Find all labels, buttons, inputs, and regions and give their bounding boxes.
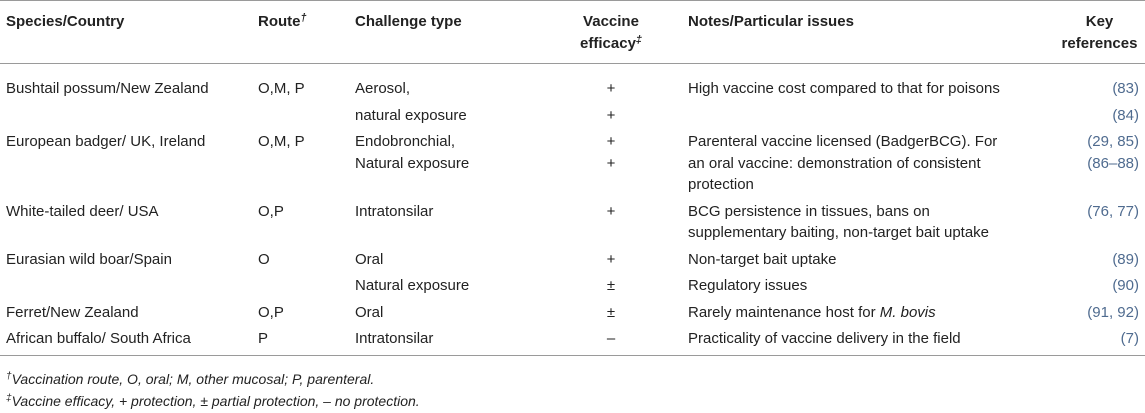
- table-body: [0, 64, 1145, 357]
- challenge-line: Intratonsilar: [355, 202, 434, 220]
- efficacy-cell: [540, 78, 682, 100]
- notes-cell: [682, 78, 1060, 100]
- reference-link[interactable]: (29, 85): [1087, 133, 1139, 150]
- efficacy-cell: [540, 105, 682, 127]
- reference-link[interactable]: (91, 92): [1087, 303, 1139, 321]
- species-cell: Eurasian wild boar/Spain: [6, 250, 172, 268]
- route-cell: [252, 275, 349, 297]
- efficacy-cell: [540, 328, 682, 350]
- route-cell: [252, 105, 349, 127]
- efficacy-cell: [540, 131, 682, 196]
- table-row: [0, 76, 1145, 103]
- table-row: [0, 326, 1145, 353]
- route-cell: O,M, P: [258, 133, 305, 150]
- header-challenge: Challenge type: [355, 13, 462, 30]
- reference-link[interactable]: (84): [1112, 106, 1139, 124]
- notes-cell: [682, 131, 1060, 196]
- notes-line: Regulatory issues: [688, 277, 808, 294]
- reference-link[interactable]: (76, 77): [1087, 202, 1139, 220]
- challenge-line: natural exposure: [355, 106, 467, 124]
- notes-cell: [682, 275, 1060, 297]
- references-cell: [1060, 105, 1145, 127]
- footnote-text: Vaccine efficacy, + protection, ± partial protection, – no protection.: [11, 393, 420, 409]
- table-row: [0, 273, 1145, 300]
- challenge-line: Natural exposure: [355, 154, 470, 172]
- efficacy-cell: [540, 201, 682, 244]
- challenge-cell: [349, 201, 540, 244]
- footnote-text: Vaccination route, O, oral; M, other mucosal; P, parenteral.: [11, 371, 375, 387]
- header-route-label: Route: [258, 13, 301, 30]
- notes-cell: [682, 201, 1060, 244]
- reference-link[interactable]: (86–88): [1087, 154, 1139, 172]
- notes-line: an oral vaccine: demonstration of consistent: [688, 154, 981, 172]
- header-references: [1060, 11, 1145, 54]
- double-dagger-mark: ‡: [635, 33, 642, 46]
- header-efficacy-line: Vaccine: [583, 13, 639, 30]
- efficacy-symbol: +: [606, 133, 616, 150]
- species-cell: White-tailed deer/ USA: [6, 202, 159, 220]
- notes-line: High vaccine cost compared to that for poisons: [688, 80, 1000, 97]
- challenge-cell: [349, 275, 540, 297]
- notes-line: Non-target bait uptake: [688, 250, 837, 268]
- table-row: [0, 299, 1145, 326]
- header-notes: Notes/Particular issues: [688, 13, 854, 30]
- table-row: [0, 198, 1145, 246]
- challenge-line: Oral: [355, 250, 384, 268]
- efficacy-symbol: ±: [606, 303, 616, 321]
- species-cell: Ferret/New Zealand: [6, 303, 139, 321]
- references-cell: [1060, 131, 1145, 196]
- references-cell: [1060, 275, 1145, 297]
- efficacy-symbol: +: [606, 202, 616, 220]
- references-cell: [1060, 328, 1145, 350]
- reference-link[interactable]: (90): [1112, 277, 1139, 294]
- reference-link[interactable]: (89): [1112, 250, 1139, 268]
- challenge-cell: [349, 105, 540, 127]
- efficacy-symbol: +: [606, 154, 616, 172]
- reference-link[interactable]: (83): [1112, 80, 1139, 97]
- challenge-line: Aerosol,: [355, 80, 411, 97]
- double-dagger-mark: ‡: [6, 393, 12, 405]
- table-footnotes: [0, 356, 1145, 412]
- notes-line: Practicality of vaccine delivery in the field: [688, 330, 961, 347]
- notes-cell: [682, 105, 1060, 127]
- challenge-cell: [349, 328, 540, 350]
- challenge-cell: [349, 249, 540, 271]
- species-cell: African buffalo/ South Africa: [6, 330, 191, 347]
- efficacy-symbol: +: [606, 106, 616, 124]
- header-efficacy: [540, 11, 682, 54]
- dagger-mark: †: [300, 12, 307, 25]
- efficacy-symbol: +: [606, 250, 616, 268]
- efficacy-cell: [540, 275, 682, 297]
- footnote: [6, 368, 1145, 390]
- route-cell: O: [258, 250, 270, 268]
- challenge-line: Oral: [355, 303, 384, 321]
- references-cell: [1060, 302, 1145, 324]
- efficacy-cell: [540, 249, 682, 271]
- challenge-cell: [349, 78, 540, 100]
- species-name-italic: M. bovis: [879, 303, 936, 321]
- notes-text: Rarely maintenance host for: [688, 303, 880, 321]
- species-cell: European badger/ UK, Ireland: [6, 133, 206, 150]
- header-efficacy-label: efficacy: [580, 34, 636, 52]
- species-cell: [0, 105, 252, 127]
- route-cell: O,P: [258, 202, 284, 220]
- header-efficacy-line: [540, 33, 682, 55]
- efficacy-cell: [540, 302, 682, 324]
- table-row: [0, 129, 1145, 199]
- route-cell: P: [258, 330, 269, 347]
- efficacy-symbol: ±: [606, 277, 616, 294]
- table-header: [0, 0, 1145, 64]
- challenge-line: Intratonsilar: [355, 330, 434, 347]
- efficacy-symbol: –: [606, 330, 616, 347]
- notes-line: [688, 302, 1060, 324]
- notes-line: protection: [688, 176, 754, 193]
- table-row: [0, 102, 1145, 129]
- header-route: [252, 11, 349, 54]
- header-species: Species/Country: [6, 13, 125, 30]
- dagger-mark: †: [6, 371, 12, 383]
- references-cell: [1060, 249, 1145, 271]
- notes-cell: [682, 302, 1060, 324]
- notes-line: BCG persistence in tissues, bans on: [688, 202, 930, 220]
- species-cell: Bushtail possum/New Zealand: [6, 80, 209, 97]
- table-row: [0, 246, 1145, 273]
- notes-cell: [682, 249, 1060, 271]
- references-cell: [1060, 78, 1145, 100]
- reference-link[interactable]: (7): [1120, 330, 1139, 347]
- references-cell: [1060, 201, 1145, 244]
- notes-line: Parenteral vaccine licensed (BadgerBCG). For: [688, 133, 998, 150]
- notes-line: supplementary baiting, non-target bait uptake: [688, 224, 990, 241]
- challenge-cell: [349, 131, 540, 196]
- route-cell: O,M, P: [258, 80, 305, 97]
- challenge-cell: [349, 302, 540, 324]
- challenge-line: Endobronchial,: [355, 133, 456, 150]
- notes-cell: [682, 328, 1060, 350]
- efficacy-symbol: +: [606, 80, 616, 97]
- header-references-line: Key: [1085, 13, 1114, 30]
- header-references-line: references: [1061, 34, 1138, 52]
- footnote: [6, 390, 1145, 412]
- species-cell: [0, 275, 252, 297]
- route-cell: O,P: [258, 303, 284, 321]
- challenge-line: Natural exposure: [355, 277, 470, 294]
